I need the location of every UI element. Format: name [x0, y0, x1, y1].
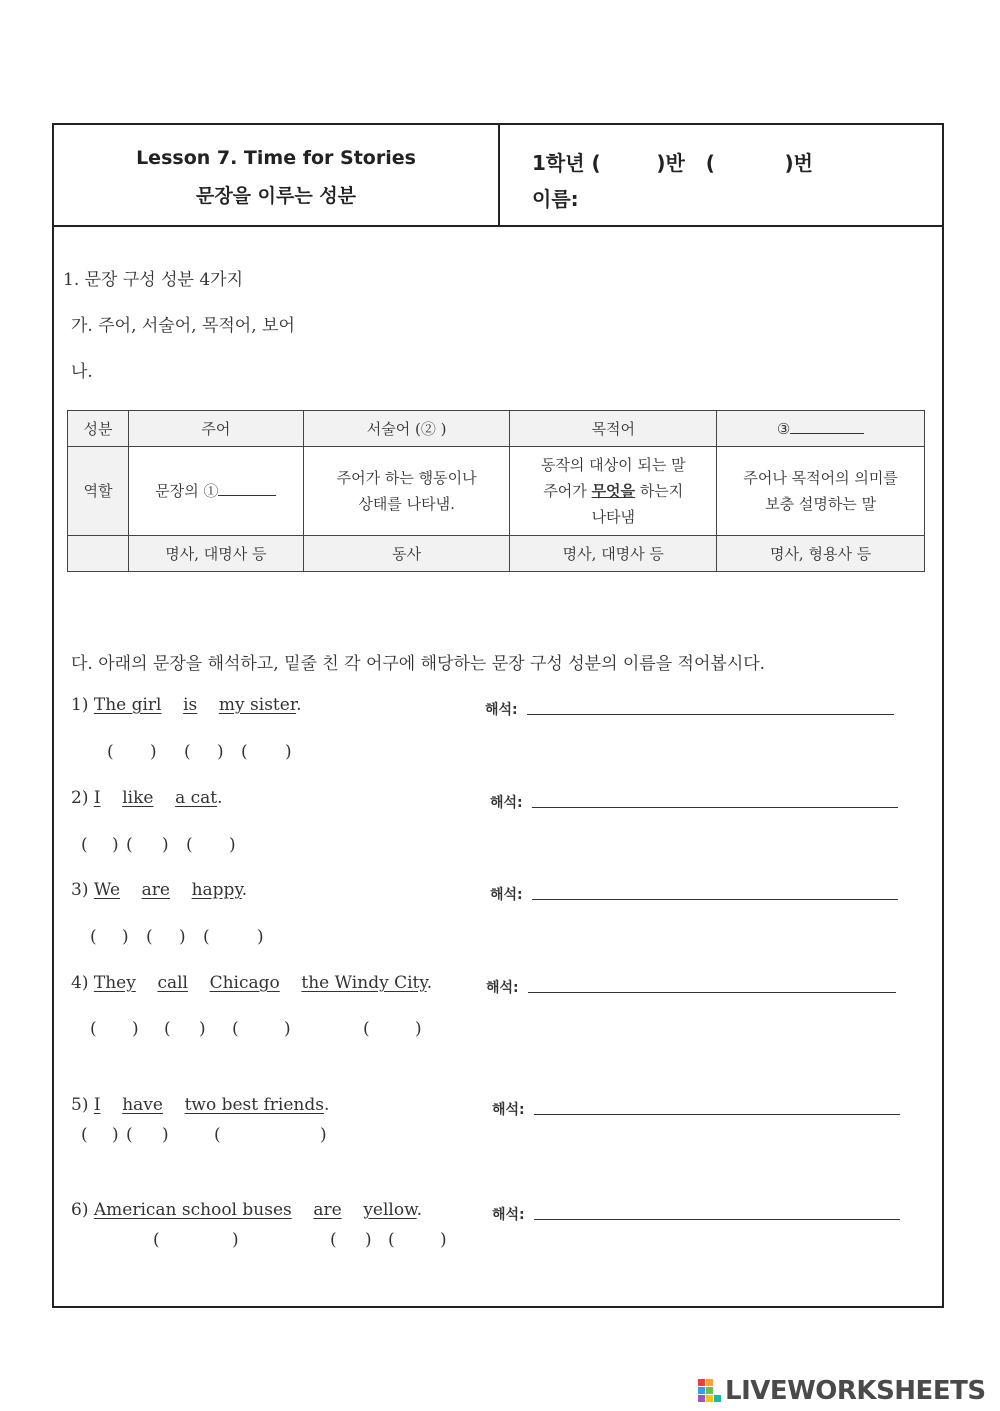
paren-4-1: ( [90, 1019, 97, 1039]
role-verb: 주어가 하는 행동이나 상태를 나타냄. [303, 447, 510, 536]
brand-name: LIVEWORKSHEETS [725, 1376, 986, 1406]
brand-footer[interactable] [698, 1376, 986, 1406]
paren-3-3: ( [203, 927, 210, 947]
header-component: 성분 [68, 411, 129, 447]
lesson-title: Lesson 7. Time for Stories [136, 147, 416, 169]
section-heading: 1. 문장 구성 성분 4가지 [63, 270, 244, 290]
pos-subject: 명사, 대명사 등 [128, 536, 303, 572]
paren-3-2-close: ) [179, 927, 186, 947]
paren-6-3-close: ) [440, 1230, 447, 1250]
paren-2-2-close: ) [162, 835, 169, 855]
paren-6-2-close: ) [365, 1230, 372, 1250]
pos-complement: 명사, 형용사 등 [717, 536, 925, 572]
paren-1-3-close: ) [285, 742, 292, 762]
answer-label-1: 해석: [485, 702, 518, 718]
liveworksheets-logo-icon [698, 1379, 722, 1403]
answer-line-2[interactable] [532, 807, 898, 808]
paren-6-1: ( [153, 1230, 160, 1250]
worksheet-header [54, 125, 942, 227]
class-open-paren: ( [591, 151, 601, 175]
paren-2-1-close: ) [112, 835, 119, 855]
paren-5-1: ( [81, 1125, 88, 1145]
pos-object: 명사, 대명사 등 [510, 536, 717, 572]
paren-1-1-close: ) [150, 742, 157, 762]
question-1: 1) The girl is my sister. [71, 695, 302, 715]
answer-line-3[interactable] [532, 899, 898, 900]
class-line [532, 147, 813, 176]
paren-4-2: ( [164, 1019, 171, 1039]
instructions: 다. 아래의 문장을 해석하고, 밑줄 친 각 어구에 해당하는 문장 구성 성분의 이름을 적어봅시다. [71, 654, 766, 674]
question-5: 5) I have two best friends. [71, 1095, 330, 1115]
paren-4-4: ( [363, 1019, 370, 1039]
lesson-subtitle: 문장을 이루는 성분 [195, 185, 357, 207]
paren-4-1-close: ) [132, 1019, 139, 1039]
paren-2-2: ( [126, 835, 133, 855]
header-subject: 주어 [128, 411, 303, 447]
answer-line-1[interactable] [527, 714, 894, 715]
pos-verb: 동사 [303, 536, 510, 572]
paren-3-2: ( [146, 927, 153, 947]
question-3: 3) We are happy. [71, 880, 248, 900]
paren-5-3: ( [214, 1125, 221, 1145]
item-ga: 가. 주어, 서술어, 목적어, 보어 [71, 316, 295, 336]
answer-label-6: 해석: [492, 1207, 525, 1223]
blank-3[interactable] [790, 416, 864, 434]
answer-line-5[interactable] [534, 1114, 900, 1115]
table-role-row [68, 447, 925, 536]
role-object: 동작의 대상이 되는 말 주어가 무엇을 하는지 나타냄 [510, 447, 717, 536]
paren-2-3-close: ) [229, 835, 236, 855]
role-subject: 문장의 ① [128, 447, 303, 536]
sentence-components-table [67, 410, 925, 572]
answer-label-3: 해석: [490, 887, 523, 903]
paren-3-1-close: ) [122, 927, 129, 947]
paren-3-1: ( [90, 927, 97, 947]
answer-line-6[interactable] [534, 1219, 900, 1220]
class-label: )반 [656, 151, 685, 175]
question-6: 6) American school buses are yellow. [71, 1200, 423, 1220]
header-complement: ③ [717, 411, 925, 447]
paren-4-4-close: ) [415, 1019, 422, 1039]
paren-5-3-close: ) [320, 1125, 327, 1145]
paren-4-3: ( [232, 1019, 239, 1039]
table-header-row [68, 411, 925, 447]
grade-label: 1학년 [532, 151, 585, 175]
header-verb: 서술어 (② ) [303, 411, 510, 447]
header-object: 목적어 [510, 411, 717, 447]
answer-label-4: 해석: [486, 980, 519, 996]
lesson-title-box [54, 125, 500, 225]
item-na: 나. [71, 362, 93, 382]
paren-5-2-close: ) [162, 1125, 169, 1145]
name-label: 이름: [532, 187, 579, 211]
paren-4-2-close: ) [199, 1019, 206, 1039]
paren-5-2: ( [126, 1125, 133, 1145]
paren-3-3-close: ) [257, 927, 264, 947]
paren-6-2: ( [330, 1230, 337, 1250]
blank-1[interactable] [218, 479, 276, 497]
number-open-paren: ( [705, 151, 715, 175]
answer-label-2: 해석: [490, 795, 523, 811]
role-label: 역할 [68, 447, 129, 536]
paren-1-3: ( [241, 742, 248, 762]
paren-4-3-close: ) [284, 1019, 291, 1039]
paren-5-1-close: ) [112, 1125, 119, 1145]
pos-empty [68, 536, 129, 572]
question-4: 4) They call Chicago the Windy City. [71, 973, 433, 993]
role-complement: 주어나 목적어의 의미를 보충 설명하는 말 [717, 447, 925, 536]
paren-1-2: ( [184, 742, 191, 762]
worksheet-frame [52, 123, 944, 1308]
table-pos-row [68, 536, 925, 572]
paren-6-1-close: ) [232, 1230, 239, 1250]
answer-label-5: 해석: [492, 1102, 525, 1118]
paren-1-1: ( [107, 742, 114, 762]
paren-2-3: ( [186, 835, 193, 855]
paren-2-1: ( [81, 835, 88, 855]
paren-6-3: ( [388, 1230, 395, 1250]
number-label: )번 [784, 151, 813, 175]
question-2: 2) I like a cat. [71, 788, 223, 808]
paren-1-2-close: ) [217, 742, 224, 762]
answer-line-4[interactable] [528, 992, 896, 993]
